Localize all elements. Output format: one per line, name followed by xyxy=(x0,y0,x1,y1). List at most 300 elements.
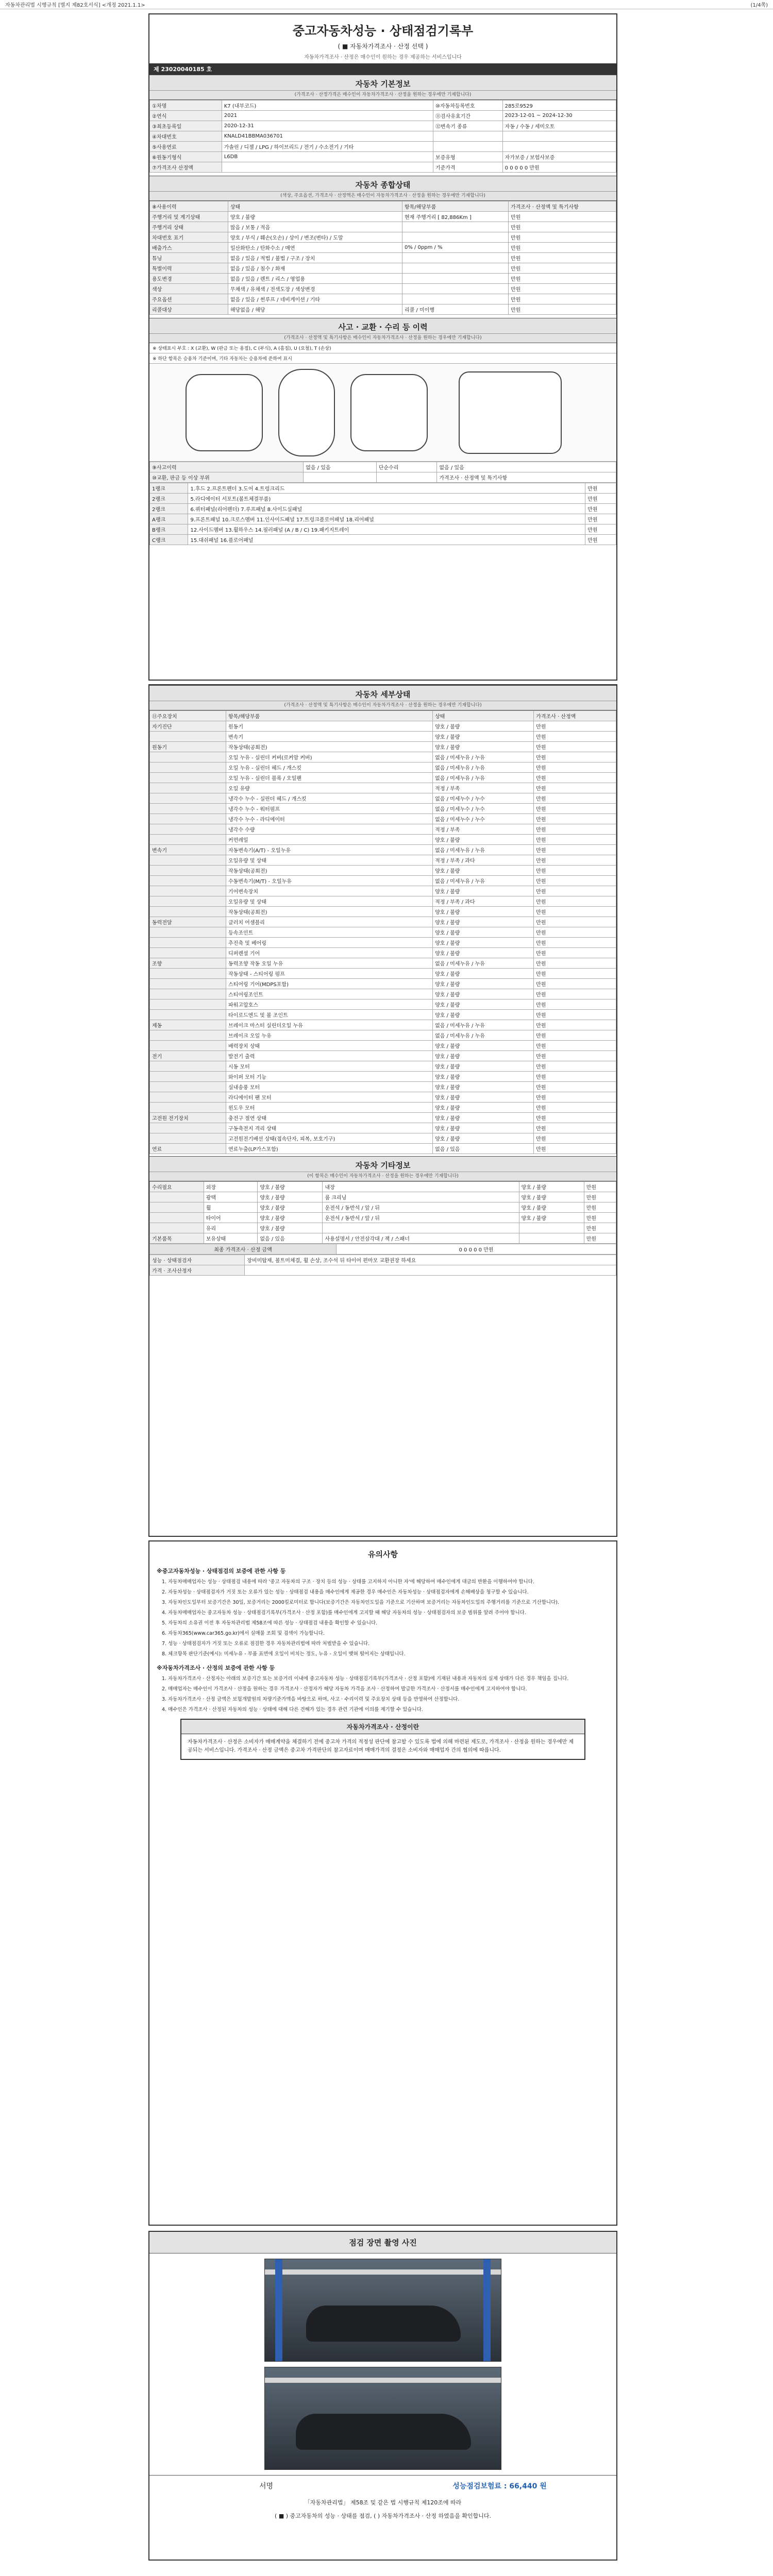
detail-cell: 만원 xyxy=(534,773,616,783)
legend-basis: ※ 하단 항목은 승용차 기준이며, 기타 자동차는 승용차에 준하여 표시 xyxy=(149,353,616,364)
notice-item: 4. 자동차매매업자는 중고자동차 성능 · 상태점검기록부(가격조사 · 산정 포함)를 매수인에게 고지할 때 해당 자동차의 성능 · 상태점검자의 보증 범위를 알려 주어야 합니다. xyxy=(162,1610,526,1616)
etc-cell xyxy=(150,1202,204,1213)
summary-cell: 만원 xyxy=(508,263,616,274)
basic-info-cell: 2021 xyxy=(222,111,433,121)
detail-cell: 없음 / 미세누유 / 누유 xyxy=(433,958,534,969)
notice-item: 8. 체크항목 판단기준(예시): 미세누유 - 부품 표면에 오일이 비치는 정도, 누유 - 오일이 맺혀 떨어지는 상태입니다. xyxy=(162,1651,406,1657)
document-note: 자동차가격조사 · 산정은 매수인이 원하는 경우 제공하는 서비스입니다 xyxy=(304,55,462,60)
summary-cell: 무채색 / 유채색 / 전색도장 / 색상변경 xyxy=(228,284,402,294)
etc-cell: 사용설명서 / 안전삼각대 / 잭 / 스패너 xyxy=(323,1233,519,1244)
summary-cell: 만원 xyxy=(508,274,616,284)
detail-cell: 만원 xyxy=(534,989,616,999)
etc-cell: 양호 / 불량 xyxy=(258,1192,323,1202)
detail-cell: 조향 xyxy=(150,958,226,969)
detail-cell xyxy=(150,1061,226,1072)
detail-row xyxy=(150,1123,616,1133)
detail-cell: 없음 / 미세누유 / 누유 xyxy=(433,876,534,886)
lift-bar-icon xyxy=(265,2269,501,2275)
detail-cell: 만원 xyxy=(534,1072,616,1082)
detail-cell: 만원 xyxy=(534,1010,616,1020)
detail-cell: 양호 / 불량 xyxy=(433,1041,534,1051)
detail-row xyxy=(150,1113,616,1123)
etc-cell: 광택 xyxy=(204,1192,258,1202)
basic-info-cell: ⑩자동차등록번호 xyxy=(433,100,502,111)
detail-cell: 양호 / 불량 xyxy=(433,938,534,948)
etc-cell: 양호 / 불량 xyxy=(258,1213,323,1223)
summary-cell: 배출가스 xyxy=(150,243,228,253)
car-rear-view-icon xyxy=(350,374,428,451)
etc-cell: 만원 xyxy=(584,1213,616,1223)
basic-info-cell: 0 0 0 0 0 만원 xyxy=(502,162,616,173)
accident-cell: ⑨사고이력 xyxy=(150,462,304,472)
etc-cell: 만원 xyxy=(584,1182,616,1192)
detail-cell: 만원 xyxy=(534,1123,616,1133)
detail-row xyxy=(150,804,616,814)
detail-cell: 자기진단 xyxy=(150,721,226,732)
detail-row xyxy=(150,958,616,969)
detail-cell: 양호 / 불량 xyxy=(433,948,534,958)
notice-item: 5. 자동차의 소유권 이전 후 자동차관리법 제58조에 따른 성능 · 상태점검 내용을 확인할 수 있습니다. xyxy=(162,1620,378,1626)
outer-panel-table xyxy=(149,483,616,545)
accident-cell: 없음 / 있음 xyxy=(304,462,377,472)
detail-cell: 배력장치 상태 xyxy=(226,1041,433,1051)
notice-title: 유의사항 xyxy=(368,1550,398,1559)
summary-cell: 튜닝 xyxy=(150,253,228,263)
summary-cell: 주행거리 및 계기상태 xyxy=(150,212,228,222)
page-4 xyxy=(148,2231,617,2561)
detail-cell: 브레이크 오일 누유 xyxy=(226,1030,433,1041)
section-title-summary: 자동차 종합상태 xyxy=(149,176,616,192)
notice-list-1 xyxy=(149,1578,616,1658)
detail-cell: 파워고압호스 xyxy=(226,999,433,1010)
car-top-view-icon xyxy=(278,369,335,456)
detail-row xyxy=(150,896,616,907)
detail-cell: 만원 xyxy=(534,1113,616,1123)
basic-info-cell xyxy=(502,142,616,152)
form-reference: 자동차관리법 시행규칙 [별지 제82호서식] <개정 2021.1.1> xyxy=(5,3,145,8)
detail-row xyxy=(150,989,616,999)
detail-cell: 냉각수 누수 - 워터펌프 xyxy=(226,804,433,814)
detail-row xyxy=(150,814,616,824)
etc-cell: 양호 / 불량 xyxy=(258,1223,323,1233)
detail-row xyxy=(150,845,616,855)
detail-cell: 양호 / 불량 xyxy=(433,1092,534,1103)
detail-cell: 동력전달 xyxy=(150,917,226,927)
notice-item: 7. 성능 · 상태점검자가 거짓 또는 오류로 점검한 경우 자동차관리법에 따라 처벌받을 수 있습니다. xyxy=(162,1641,370,1647)
detail-cell: 만원 xyxy=(534,1082,616,1092)
outer-panel-cell: 만원 xyxy=(585,535,616,545)
detail-cell: 없음 / 미세누유 / 누유 xyxy=(433,845,534,855)
etc-cell xyxy=(150,1192,204,1202)
detail-cell: 연료 xyxy=(150,1144,226,1154)
summary-cell xyxy=(402,284,508,294)
basic-info-cell: 가솔린 / 디젤 / LPG / 하이브리드 / 전기 / 수소전기 / 기타 xyxy=(222,142,433,152)
etc-cell: 만원 xyxy=(584,1233,616,1244)
detail-cell: 만원 xyxy=(534,866,616,876)
total-table xyxy=(149,1244,616,1255)
detail-cell: 없음 / 미세누유 / 누유 xyxy=(433,752,534,762)
etc-cell: 운전석 / 동반석 / 앞 / 뒤 xyxy=(323,1213,519,1223)
basic-info-cell: 2020-12-31 xyxy=(222,121,433,131)
detail-cell: 없음 / 미세누유 / 누유 xyxy=(433,1030,534,1041)
detail-cell: 실내송풍 모터 xyxy=(226,1082,433,1092)
detail-cell: 만원 xyxy=(534,804,616,814)
car-photo-icon xyxy=(296,2414,471,2450)
notice-item: 2. 자동차성능 · 상태점검자가 거짓 또는 오류가 있는 성능 · 상태점검 내용을 매수인에게 제공한 경우 매수인은 자동차성능 · 상태점검자에게 손해배상을 청구할 수 있습니다. xyxy=(162,1589,529,1595)
notice-list-2 xyxy=(149,1675,616,1714)
basic-info-cell xyxy=(433,142,502,152)
detail-cell xyxy=(150,1030,226,1041)
special-cell: 성능 · 상태점검자 xyxy=(150,1255,245,1265)
outer-panel-cell: A랭크 xyxy=(150,514,188,524)
summary-cell: 양호 / 불량 xyxy=(228,212,402,222)
detail-cell xyxy=(150,876,226,886)
special-row xyxy=(150,1255,616,1265)
detail-cell xyxy=(150,1010,226,1020)
basic-info-cell: KNALD41BBMA036701 xyxy=(222,131,433,142)
detail-cell: 오일유량 및 상태 xyxy=(226,896,433,907)
notice-head-1: ※중고자동차성능 · 상태점검의 보증에 관한 사항 등 xyxy=(157,1568,286,1574)
detail-row xyxy=(150,1082,616,1092)
detail-header: 가격조사 · 산정액 xyxy=(534,711,616,721)
detail-row xyxy=(150,762,616,773)
summary-cell: 리콜 / 미이행 xyxy=(402,304,508,315)
notice-item: 3. 자동차가격조사 · 산정 금액은 보험개발원의 차량기준가액을 바탕으로 하며, 사고 · 수리이력 및 주요장치 상태 등을 반영하여 산정합니다. xyxy=(162,1697,460,1702)
detail-cell: 적정 / 부족 / 과다 xyxy=(433,896,534,907)
detail-cell: 만원 xyxy=(534,886,616,896)
detail-cell: 양호 / 불량 xyxy=(433,742,534,752)
detail-cell: 스티어링 기어(MDPS포함) xyxy=(226,979,433,989)
lift-post-icon xyxy=(483,2259,491,2361)
summary-row xyxy=(150,294,616,304)
accident-cell xyxy=(376,472,437,483)
basic-info-cell: ④차대번호 xyxy=(150,131,222,142)
detail-cell: 오일 유량 xyxy=(226,783,433,793)
detail-row xyxy=(150,917,616,927)
summary-cell: 현재 주행거리 [ 82,886Km ] xyxy=(402,212,508,222)
detail-cell: 와이퍼 모터 기능 xyxy=(226,1072,433,1082)
detail-cell xyxy=(150,907,226,917)
etc-cell xyxy=(323,1223,519,1233)
legend-symbols: ※ 상태표시 부호 : X (교환), W (판금 또는 용접), C (부식), A (흠집), U (요철), T (손상) xyxy=(149,343,616,353)
detail-cell: 만원 xyxy=(534,1020,616,1030)
detail-cell xyxy=(150,804,226,814)
detail-cell: 커먼레일 xyxy=(226,835,433,845)
car-photo-icon xyxy=(306,2306,461,2342)
summary-header: 가격조사 · 산정액 및 특기사항 xyxy=(508,201,616,212)
notice-item: 1. 자동차매매업자는 성능 · 상태점검 내용에 따라 '중고 자동차의 구조 · 장치 등의 성능 · 상태를 고지하지 아니한 자'에 해당하여 매수인에게 대금의 반환을 이행하여야 합니다. xyxy=(162,1579,534,1585)
summary-cell xyxy=(402,253,508,263)
etc-cell: 기본품목 xyxy=(150,1233,204,1244)
inspection-photo-front xyxy=(264,2259,501,2362)
detail-cell: 적정 / 부족 / 과다 xyxy=(433,855,534,866)
detail-row xyxy=(150,876,616,886)
basic-info-cell xyxy=(502,131,616,142)
outer-panel-row xyxy=(150,524,616,535)
etc-cell: 외장 xyxy=(204,1182,258,1192)
etc-row xyxy=(150,1182,616,1192)
detail-cell: 클러치 어셈블리 xyxy=(226,917,433,927)
page-indicator: (1/4쪽) xyxy=(750,3,768,8)
etc-table xyxy=(149,1181,616,1244)
detail-cell: 만원 xyxy=(534,721,616,732)
detail-cell: 없음 / 미세누수 / 누수 xyxy=(433,814,534,824)
detail-cell: 양호 / 불량 xyxy=(433,1123,534,1133)
special-cell: 장비미탑재, 볼트미체결, 휠 손상, 조수석 뒤 타이어 편마모 교환권장 하세요 xyxy=(245,1255,616,1265)
outer-panel-cell: 만원 xyxy=(585,504,616,514)
detail-cell: 만원 xyxy=(534,732,616,742)
page-1 xyxy=(148,13,617,681)
summary-cell: 만원 xyxy=(508,222,616,232)
section-note-accident: (가격조사 · 산정액 및 특기사항은 매수인이 자동차가격조사 · 산정을 원하는 경우에만 기재합니다) xyxy=(149,334,616,343)
detail-cell: 양호 / 불량 xyxy=(433,1113,534,1123)
detail-cell: 만원 xyxy=(534,1041,616,1051)
signature-label: 서명 xyxy=(259,2482,274,2490)
detail-cell xyxy=(150,886,226,896)
page-2 xyxy=(148,684,617,1537)
summary-cell xyxy=(402,274,508,284)
section-title-basic: 자동차 기본정보 xyxy=(149,75,616,91)
detail-cell: 만원 xyxy=(534,927,616,938)
special-cell: 가격 · 조사산정자 xyxy=(150,1265,245,1276)
basic-info-cell: 자동 / 수동 / 세미오토 xyxy=(502,121,616,131)
special-table xyxy=(149,1255,616,1276)
detail-cell: 만원 xyxy=(534,938,616,948)
detail-table xyxy=(149,710,616,1154)
outer-panel-cell: 12.사이드멤버 13.휠하우스 14.필러패널 (A / B / C) 19.패키지트레이 xyxy=(188,524,585,535)
detail-cell xyxy=(150,948,226,958)
detail-row xyxy=(150,855,616,866)
basic-info-cell: 자가보증 / 보험사보증 xyxy=(502,152,616,162)
detail-cell: 만원 xyxy=(534,917,616,927)
inspection-photo-rear xyxy=(264,2367,501,2470)
detail-header: ⑪주요장치 xyxy=(150,711,226,721)
section-title-etc: 자동차 기타정보 xyxy=(149,1156,616,1172)
detail-cell xyxy=(150,1082,226,1092)
detail-cell: 작동상태(공회전) xyxy=(226,742,433,752)
detail-cell: 변속기 xyxy=(150,845,226,855)
detail-cell: 양호 / 불량 xyxy=(433,886,534,896)
basic-info-cell xyxy=(222,162,433,173)
detail-cell: 양호 / 불량 xyxy=(433,835,534,845)
detail-header: 상태 xyxy=(433,711,534,721)
accident-cell: 가격조사 · 산정액 및 특기사항 xyxy=(437,472,616,483)
detail-row xyxy=(150,732,616,742)
detail-cell: 등속조인트 xyxy=(226,927,433,938)
detail-cell xyxy=(150,752,226,762)
summary-cell: 없음 / 있음 / 렌트 / 리스 / 영업용 xyxy=(228,274,402,284)
notice-item: 6. 자동차365(www.car365.go.kr)에서 실매물 조회 및 검색이 가능합니다. xyxy=(162,1631,325,1636)
etc-cell xyxy=(519,1223,584,1233)
summary-cell: 리콜대상 xyxy=(150,304,228,315)
detail-cell: 스티어링조인트 xyxy=(226,989,433,999)
summary-row xyxy=(150,274,616,284)
detail-row xyxy=(150,1144,616,1154)
basic-info-cell: ⑤사용연료 xyxy=(150,142,222,152)
detail-cell: 만원 xyxy=(534,948,616,958)
detail-cell: 오일 누유 - 실린더 커버(로커암 커버) xyxy=(226,752,433,762)
detail-row xyxy=(150,927,616,938)
detail-cell: 만원 xyxy=(534,845,616,855)
detail-cell xyxy=(150,979,226,989)
detail-cell: 오일 누유 - 실린더 헤드 / 개스킷 xyxy=(226,762,433,773)
signature-row xyxy=(149,2475,616,2496)
summary-row xyxy=(150,222,616,232)
detail-cell xyxy=(150,793,226,804)
etc-cell: 타이어 xyxy=(204,1213,258,1223)
summary-cell xyxy=(402,263,508,274)
basic-info-row xyxy=(150,142,616,152)
detail-cell: 만원 xyxy=(534,958,616,969)
detail-cell: 제동 xyxy=(150,1020,226,1030)
detail-cell: 추진축 및 베어링 xyxy=(226,938,433,948)
detail-cell: 작동상태(공회전) xyxy=(226,866,433,876)
detail-cell xyxy=(150,927,226,938)
detail-cell: 냉각수 누수 - 실린더 헤드 / 개스킷 xyxy=(226,793,433,804)
detail-cell: 동력조향 작동 오일 누유 xyxy=(226,958,433,969)
detail-cell xyxy=(150,732,226,742)
summary-cell: 0% / 0ppm / % xyxy=(402,243,508,253)
summary-cell: 만원 xyxy=(508,294,616,304)
outer-panel-cell: B랭크 xyxy=(150,524,188,535)
detail-cell: 구동축전지 격리 상태 xyxy=(226,1123,433,1133)
detail-cell: 만원 xyxy=(534,793,616,804)
detail-cell: 양호 / 불량 xyxy=(433,1082,534,1092)
summary-cell: 일산화탄소 / 탄화수소 / 매연 xyxy=(228,243,402,253)
detail-cell xyxy=(150,1092,226,1103)
detail-cell: 양호 / 불량 xyxy=(433,732,534,742)
detail-cell: 만원 xyxy=(534,1051,616,1061)
detail-cell: 만원 xyxy=(534,999,616,1010)
section-note-summary: (색상, 주요옵션, 가격조사 · 산정액은 매수인이 자동차가격조사 · 산정을 원하는 경우에만 기재합니다) xyxy=(149,192,616,201)
detail-row xyxy=(150,948,616,958)
detail-cell: 고전원 전기장치 xyxy=(150,1113,226,1123)
summary-cell: 양호 / 부식 / 훼손(오손) / 상이 / 변조(변타) / 도말 xyxy=(228,232,402,243)
detail-cell: 만원 xyxy=(534,824,616,835)
summary-cell: 색상 xyxy=(150,284,228,294)
detail-cell: 만원 xyxy=(534,896,616,907)
price-assessment-box xyxy=(180,1719,585,1760)
etc-cell: 양호 / 불량 xyxy=(519,1202,584,1213)
detail-cell: 없음 / 미세누유 / 누유 xyxy=(433,1020,534,1030)
detail-cell: 오일 누유 - 실린더 블록 / 오일팬 xyxy=(226,773,433,783)
accident-cell xyxy=(304,472,377,483)
detail-cell xyxy=(150,896,226,907)
detail-row xyxy=(150,783,616,793)
document-number: 제 23020040185 호 xyxy=(149,63,616,75)
detail-row xyxy=(150,1041,616,1051)
detail-cell: 만원 xyxy=(534,752,616,762)
etc-row xyxy=(150,1202,616,1213)
document-title: 중고자동차성능 · 상태점검기록부 xyxy=(292,24,474,38)
detail-row xyxy=(150,907,616,917)
basic-info-row xyxy=(150,121,616,131)
detail-cell: 양호 / 불량 xyxy=(433,866,534,876)
accident-cell: 단순수리 xyxy=(376,462,437,472)
basic-info-cell: ①차명 xyxy=(150,100,222,111)
detail-row xyxy=(150,999,616,1010)
summary-cell: 만원 xyxy=(508,253,616,263)
detail-row xyxy=(150,979,616,989)
detail-cell: 양호 / 불량 xyxy=(433,969,534,979)
outer-panel-cell: 2랭크 xyxy=(150,504,188,514)
price-assessment-body: 자동차가격조사 · 산정은 소비자가 매매계약을 체결하기 전에 중고차 가격의 적정성 판단에 참고할 수 있도록 법에 의해 마련된 제도로, 가격조사 · 산정을 원하는 경우에만 제공되는 서비스입니다. 가격조사 · 산정 금액은 중고차 가격판단의 참고자료이며 매매가격의 결정은 소비자와 매매업자 간의 협의에 따릅니다. xyxy=(188,1739,574,1753)
detail-cell: 만원 xyxy=(534,762,616,773)
detail-cell: 브레이크 마스터 실린더오일 누유 xyxy=(226,1020,433,1030)
detail-cell: 없음 / 미세누유 / 누유 xyxy=(433,762,534,773)
outer-panel-cell: 만원 xyxy=(585,524,616,535)
section-note-basic: (가격조사 · 산정가격은 매수인이 자동차가격조사 · 산정을 원하는 경우에만 기재합니다) xyxy=(149,91,616,100)
basic-info-row xyxy=(150,100,616,111)
detail-cell: 작동상태 - 스티어링 펌프 xyxy=(226,969,433,979)
etc-row xyxy=(150,1223,616,1233)
detail-row xyxy=(150,773,616,783)
etc-cell: 운전석 / 동반석 / 앞 / 뒤 xyxy=(323,1202,519,1213)
outer-panel-cell: 1.후드 2.프론트펜더 3.도어 4.트렁크리드 xyxy=(188,483,585,494)
detail-row xyxy=(150,1010,616,1020)
etc-cell: 양호 / 불량 xyxy=(519,1182,584,1192)
detail-row xyxy=(150,969,616,979)
document-subtitle: ( ■ 자동차가격조사 · 산정 선택 ) xyxy=(338,43,428,50)
detail-cell: 양호 / 불량 xyxy=(433,1051,534,1061)
etc-row xyxy=(150,1233,616,1244)
footer-line-1: 「자동차관리법」 제58조 및 같은 법 시행규칙 제120조에 따라 xyxy=(304,2499,462,2506)
detail-row xyxy=(150,886,616,896)
detail-cell xyxy=(150,1072,226,1082)
detail-cell: 만원 xyxy=(534,1103,616,1113)
car-frame-view-icon xyxy=(459,371,562,454)
etc-row xyxy=(150,1213,616,1223)
accident-cell: ⑩교환, 판금 등 이상 부위 xyxy=(150,472,304,483)
detail-cell: 만원 xyxy=(534,969,616,979)
lift-bar-icon xyxy=(265,2378,501,2383)
detail-cell: 만원 xyxy=(534,979,616,989)
detail-cell: 만원 xyxy=(534,1030,616,1041)
detail-cell: 만원 xyxy=(534,742,616,752)
summary-cell: 차대번호 표기 xyxy=(150,232,228,243)
detail-cell: 양호 / 불량 xyxy=(433,1103,534,1113)
detail-cell: 오일유량 및 상태 xyxy=(226,855,433,866)
basic-info-row xyxy=(150,111,616,121)
basic-info-table xyxy=(149,100,616,173)
detail-cell xyxy=(150,1041,226,1051)
summary-cell: 주행거리 상태 xyxy=(150,222,228,232)
summary-cell: 주요옵션 xyxy=(150,294,228,304)
detail-cell: 적정 / 부족 xyxy=(433,824,534,835)
section-title-accident: 사고 · 교환 · 수리 등 이력 xyxy=(149,318,616,334)
detail-cell: 만원 xyxy=(534,1144,616,1154)
basic-info-cell: K7 (내부코드) xyxy=(222,100,433,111)
insurance-fee: 성능점검보험료 : 66,440 원 xyxy=(452,2482,547,2490)
car-front-view-icon xyxy=(186,374,263,451)
basic-info-cell: ⑦가격조사 산정액 xyxy=(150,162,222,173)
detail-row xyxy=(150,1092,616,1103)
detail-cell: 없음 / 미세누유 / 누유 xyxy=(433,773,534,783)
notice-item: 2. 매매업자는 매수인이 가격조사 · 산정을 원하는 경우 가격조사 · 산정자가 해당 자동차 가격을 조사 · 산정하여 발급한 가격조사 · 산정서를 매수인에게 고지하여야 합니다. xyxy=(162,1686,527,1692)
basic-info-cell: ②연식 xyxy=(150,111,222,121)
basic-info-cell xyxy=(433,131,502,142)
detail-cell: 디퍼렌셜 기어 xyxy=(226,948,433,958)
summary-cell: 만원 xyxy=(508,232,616,243)
detail-row xyxy=(150,1020,616,1030)
notice-item: 1. 자동차가격조사 · 산정자는 아래의 보증기간 또는 보증거리 이내에 중고자동차 성능 · 상태점검기록부(가격조사 · 산정 포함)에 기재된 내용과 자동차의 실제 상태가 다른 경우 책임을 집니다. xyxy=(162,1676,569,1682)
footer-line-2: ( ■ ) 중고자동차의 성능 · 상태를 점검, ( ) 자동차가격조사 · 산정 하였음을 확인합니다. xyxy=(275,2513,491,2519)
summary-header: ⑧사용이력 xyxy=(150,201,228,212)
notice-item: 4. 매수인은 가격조사 · 산정된 자동차의 성능 · 상태에 대해 다른 견해가 있는 경우 관련 기관에 이의를 제기할 수 있습니다. xyxy=(162,1707,423,1713)
basic-info-cell: 2023-12-01 ~ 2024-12-30 xyxy=(502,111,616,121)
etc-row xyxy=(150,1192,616,1202)
etc-cell xyxy=(150,1213,204,1223)
